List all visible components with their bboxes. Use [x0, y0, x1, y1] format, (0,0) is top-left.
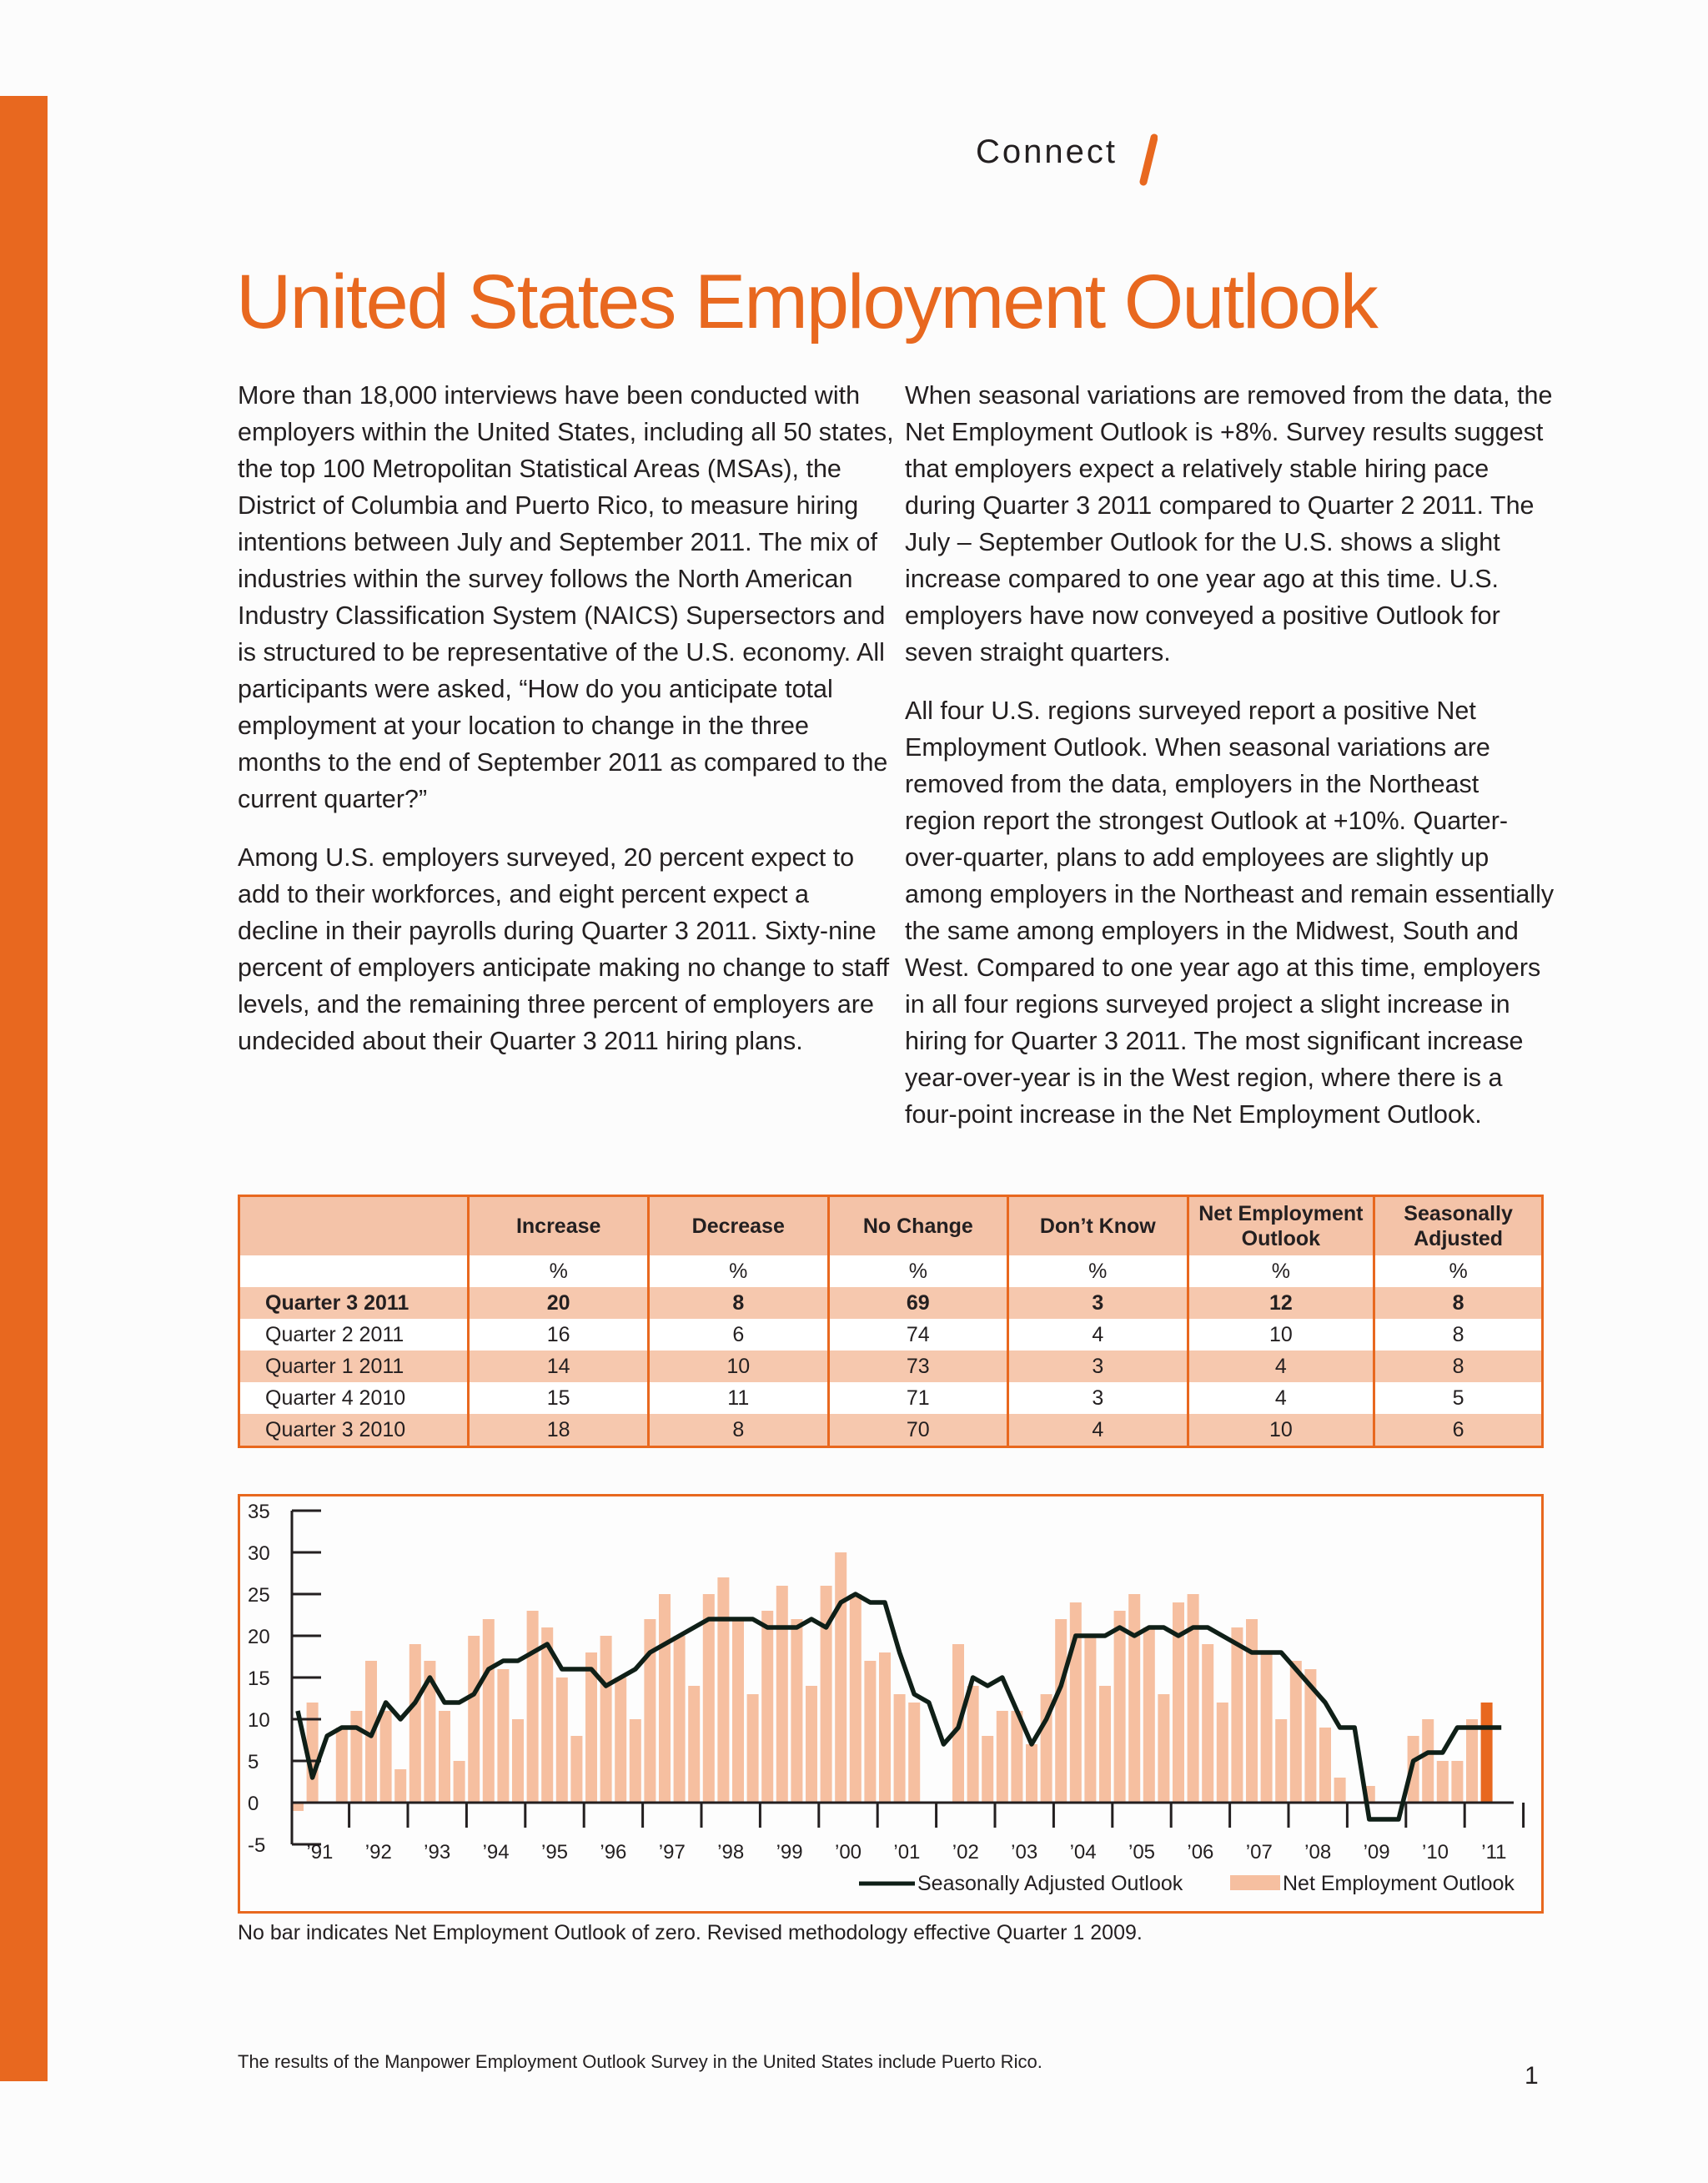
chart-bar [1055, 1619, 1067, 1803]
table-cell: 15 [469, 1382, 649, 1414]
chart-bar [747, 1694, 759, 1803]
table-cell: Quarter 3 2010 [239, 1414, 469, 1447]
legend-label: Net Employment Outlook [1283, 1872, 1515, 1895]
chart-bar [674, 1636, 686, 1803]
y-tick-label: 5 [248, 1751, 259, 1773]
table-row [239, 1319, 1543, 1351]
chart-bar [350, 1711, 362, 1803]
chart-bar [806, 1686, 817, 1803]
table-cell: 8 [1374, 1287, 1543, 1319]
table-cell: 11 [648, 1382, 828, 1414]
chart-bar [776, 1586, 788, 1803]
chart-bar [1143, 1627, 1155, 1803]
chart-bar [1026, 1744, 1037, 1803]
table-cell: 4 [1008, 1319, 1188, 1351]
table-cell: Quarter 3 2011 [239, 1287, 469, 1319]
chart-bar [1217, 1703, 1228, 1803]
left-column [238, 377, 897, 1081]
table-cell: 5 [1374, 1382, 1543, 1414]
chart-bar [512, 1719, 524, 1803]
chart-bar [967, 1686, 979, 1803]
table-cell: Quarter 1 2011 [239, 1351, 469, 1382]
chart-bar [468, 1636, 480, 1803]
table-cell: % [1008, 1255, 1188, 1287]
chart-bar [454, 1761, 465, 1803]
x-tick-label: ’92 [364, 1841, 392, 1864]
table-cell: 70 [828, 1414, 1008, 1447]
table-header: Net Employment Outlook [1188, 1196, 1374, 1256]
chart-bar [1275, 1719, 1287, 1803]
chart-bar [659, 1594, 671, 1803]
x-tick-label: ’03 [1011, 1841, 1038, 1864]
table-header: Don’t Know [1008, 1196, 1188, 1256]
table-header: Decrease [648, 1196, 828, 1256]
table-cell: 4 [1188, 1351, 1374, 1382]
x-tick-label: ’98 [717, 1841, 745, 1864]
chart-bar [997, 1711, 1008, 1803]
x-tick-label: ’08 [1304, 1841, 1332, 1864]
table-cell: 10 [1188, 1414, 1374, 1447]
chart-bar [1261, 1652, 1273, 1803]
side-accent-bar [0, 96, 48, 2081]
table-header: No Change [828, 1196, 1008, 1256]
chart-bar [732, 1619, 744, 1803]
chart-bar [1451, 1761, 1463, 1803]
chart-bar [409, 1644, 421, 1803]
x-tick-label: ’10 [1421, 1841, 1449, 1864]
table-cell: 3 [1008, 1287, 1188, 1319]
x-tick-label: ’00 [834, 1841, 862, 1864]
table-cell: 69 [828, 1287, 1008, 1319]
chart-bar [982, 1736, 993, 1803]
x-tick-label: ’94 [482, 1841, 510, 1864]
legend-bar-swatch [1230, 1875, 1280, 1890]
x-tick-label: ’93 [424, 1841, 451, 1864]
chart-bar [556, 1677, 568, 1803]
paragraph: More than 18,000 interviews have been conducted with employers within the United States, including all 50 states, the top 100 Metropolitan Statistical Areas (MSAs), the District of Columbia and Puerto Rico, to measure hiring intentions between July and September 2011. The mix of industries within the survey follows the North American Industry Classification System (NAICS) Supersectors and is structured to be representative of the U.S. economy. All participants were asked, “How do you anticipate total employment at your location to change in the three months to the end of September 2011 as compared to the current quarter?” [238, 381, 894, 813]
page-title: United States Employment Outlook [236, 259, 1377, 345]
table-header-row [239, 1196, 1543, 1256]
table-row [239, 1414, 1543, 1447]
y-tick-label: 10 [248, 1709, 270, 1732]
x-tick-label: ’01 [893, 1841, 921, 1864]
x-tick-label: ’06 [1187, 1841, 1214, 1864]
table-cell: 6 [648, 1319, 828, 1351]
chart-bar [1070, 1602, 1082, 1803]
chart-bar [394, 1769, 406, 1803]
y-tick-label: 0 [248, 1793, 259, 1815]
table-cell: 12 [1188, 1287, 1374, 1319]
table-cell: 6 [1374, 1414, 1543, 1447]
chart-bar [703, 1594, 715, 1803]
paragraph: When seasonal variations are removed from the data, the Net Employment Outlook is +8%. Survey results suggest that employers expect a relatively stable hiring pace during Quarter 3 2011 compared to Quarter 2 2011. The July – September Outlook for the U.S. shows a slight increase compared to one year ago at this time. U.S. employers have now conveyed a positive Outlook for seven straight quarters. [905, 381, 1553, 666]
table-cell: 10 [648, 1351, 828, 1382]
chart-bar [850, 1594, 862, 1803]
table-cell: % [1374, 1255, 1543, 1287]
table-cell: 20 [469, 1287, 649, 1319]
table-cell: 8 [648, 1287, 828, 1319]
chart-bar [908, 1703, 920, 1803]
x-tick-label: ’91 [306, 1841, 334, 1864]
chart-bar [336, 1728, 348, 1803]
x-tick-label: ’04 [1069, 1841, 1097, 1864]
chart-bar [791, 1619, 802, 1803]
y-tick-label: 25 [248, 1584, 270, 1607]
x-tick-label: ’07 [1245, 1841, 1273, 1864]
table-cell: 4 [1008, 1414, 1188, 1447]
chart-bar [1202, 1644, 1213, 1803]
chart-bar [1114, 1611, 1126, 1803]
chart-bar [497, 1669, 509, 1803]
x-tick-label: ’02 [952, 1841, 979, 1864]
y-tick-label: 35 [248, 1501, 270, 1523]
table-cell: 16 [469, 1319, 649, 1351]
chart-bar [717, 1577, 729, 1803]
chart-bar [630, 1719, 641, 1803]
section-label: Connect [976, 133, 1118, 170]
table-cell: % [1188, 1255, 1374, 1287]
chart-bar [527, 1611, 539, 1803]
table-cell: 4 [1188, 1382, 1374, 1414]
chart-bar [1437, 1761, 1449, 1803]
x-tick-label: ’96 [600, 1841, 627, 1864]
chart-bar [1481, 1703, 1493, 1803]
x-tick-label: ’97 [658, 1841, 686, 1864]
chart-bar [1158, 1694, 1169, 1803]
x-tick-label: ’09 [1363, 1841, 1390, 1864]
chart-bar [570, 1736, 582, 1803]
chart-bar [1466, 1719, 1478, 1803]
table-header: Increase [469, 1196, 649, 1256]
page-number: 1 [1525, 2062, 1539, 2090]
table-header [239, 1196, 469, 1256]
chart-bar [688, 1686, 700, 1803]
table-cell: 3 [1008, 1382, 1188, 1414]
table-cell: 71 [828, 1382, 1008, 1414]
footer-note: The results of the Manpower Employment Outlook Survey in the United States include Puerto Rico. [238, 2051, 1042, 2072]
y-tick-label: 20 [248, 1626, 270, 1648]
table-cell: % [469, 1255, 649, 1287]
chart-bar [761, 1611, 773, 1803]
table-cell: 8 [1374, 1319, 1543, 1351]
table-cell: Quarter 4 2010 [239, 1382, 469, 1414]
table-cell: 73 [828, 1351, 1008, 1382]
chart-bar [1084, 1636, 1096, 1803]
chart-bar [439, 1711, 450, 1803]
outlook-chart [238, 1494, 1544, 1914]
table-cell: 8 [648, 1414, 828, 1447]
right-column [905, 377, 1555, 1154]
table-cell: 8 [1374, 1351, 1543, 1382]
y-tick-label: 30 [248, 1542, 270, 1565]
chart-footnote: No bar indicates Net Employment Outlook of zero. Revised methodology effective Quarter 1 2009. [238, 1921, 1143, 1944]
table-cell: 10 [1188, 1319, 1374, 1351]
outlook-table [238, 1195, 1544, 1448]
table-cell: Quarter 2 2011 [239, 1319, 469, 1351]
legend-label: Seasonally Adjusted Outlook [917, 1872, 1183, 1895]
table-cell: 14 [469, 1351, 649, 1382]
chart-bar [644, 1619, 656, 1803]
chart-bar [1099, 1686, 1111, 1803]
chart-bar [894, 1694, 906, 1803]
table-units-row [239, 1255, 1543, 1287]
chart-bar [600, 1636, 612, 1803]
chart-bar [483, 1619, 495, 1803]
chart-bar [1231, 1627, 1243, 1803]
chart-bar [1422, 1719, 1434, 1803]
chart-bar [1290, 1661, 1302, 1803]
chart-bar [864, 1661, 876, 1803]
table-cell: 3 [1008, 1351, 1188, 1382]
table-row [239, 1382, 1543, 1414]
x-tick-label: ’99 [776, 1841, 803, 1864]
table-cell: 74 [828, 1319, 1008, 1351]
slash-icon [1139, 133, 1158, 187]
table-cell: % [648, 1255, 828, 1287]
table-header: Seasonally Adjusted [1374, 1196, 1543, 1256]
x-tick-label: ’05 [1128, 1841, 1156, 1864]
chart-bar [835, 1552, 846, 1803]
table-row [239, 1287, 1543, 1319]
table-cell: 18 [469, 1414, 649, 1447]
chart-bar [1246, 1619, 1258, 1803]
chart-bar [615, 1677, 626, 1803]
chart-bar [879, 1652, 891, 1803]
y-tick-label: 15 [248, 1667, 270, 1690]
paragraph: Among U.S. employers surveyed, 20 percent expect to add to their workforces, and eight percent expect a decline in their payrolls during Quarter 3 2011. Sixty-nine percent of employers anticipate making no change to staff levels, and the remaining three percent of employers are undecided about their Quarter 3 2011 hiring plans. [238, 843, 890, 1055]
x-tick-label: ’11 [1481, 1841, 1507, 1864]
chart-bar [1128, 1594, 1140, 1803]
table-cell [239, 1255, 469, 1287]
table-cell: % [828, 1255, 1008, 1287]
x-tick-label: ’95 [540, 1841, 569, 1864]
chart-bar [380, 1711, 392, 1803]
chart-bar [1319, 1728, 1331, 1803]
table-row [239, 1351, 1543, 1382]
paragraph: All four U.S. regions surveyed report a positive Net Employment Outlook. When seasonal variations are removed from the data, employers in the Northeast region report the strongest Outlook at +10%. Quarter-over-quarter, plans to add employees are slightly up among employers in the Northeast and remain essentially the same among employers in the Midwest, South and West. Compared to one year ago at this time, employers in all four regions surveyed project a slight increase in hiring for Quarter 3 2011. The most significant increase year-over-year is in the West region, where there is a four-point increase in the Net Employment Outlook. [905, 697, 1555, 1129]
chart-bar [1334, 1778, 1346, 1803]
y-tick-label: -5 [248, 1834, 266, 1857]
